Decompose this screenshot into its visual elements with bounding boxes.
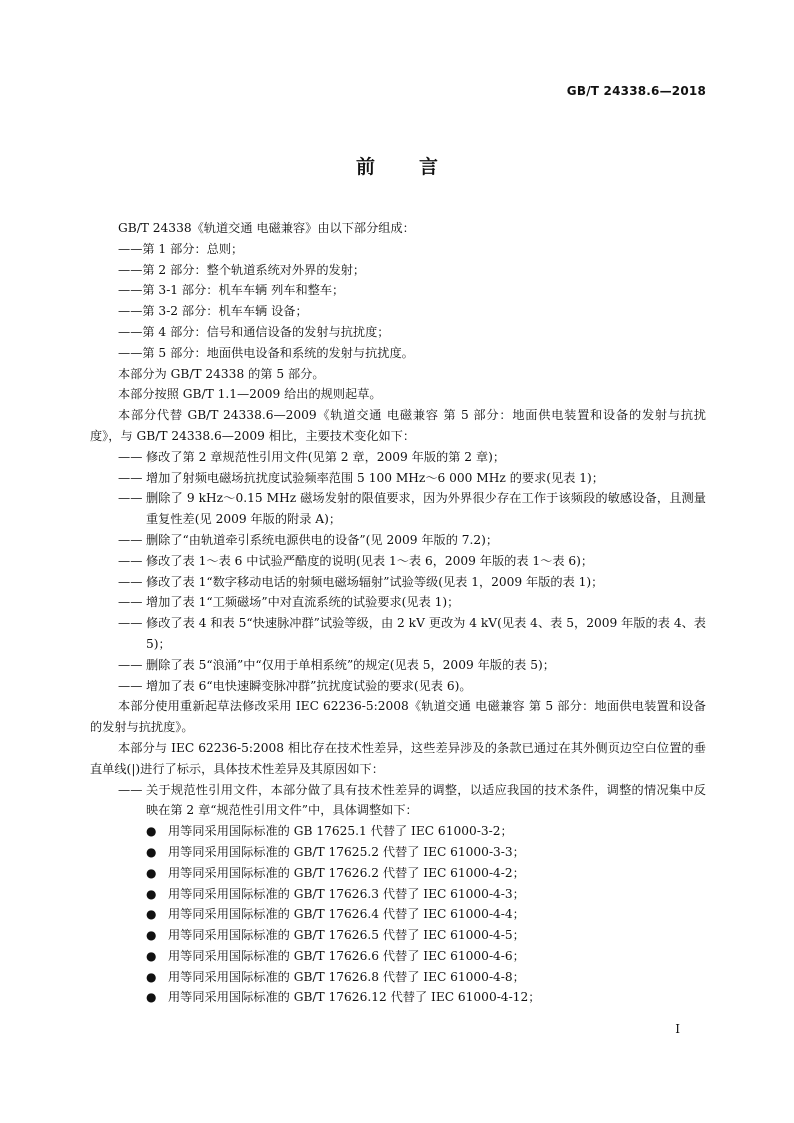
- dash-marker: ——: [118, 574, 143, 589]
- bullet-icon: ●: [146, 886, 157, 901]
- change-item: [90, 655, 706, 676]
- change-text: 增加了表 1“工频磁场”中对直流系统的试验要求(见表 1)；: [146, 595, 460, 610]
- dash-marker: ——: [118, 553, 143, 568]
- dash-marker: ——: [118, 470, 143, 485]
- dash-marker: ——: [118, 616, 143, 631]
- bullet-item: [90, 967, 706, 988]
- change-item: [90, 613, 706, 655]
- paragraph: 本部分按照 GB/T 1.1—2009 给出的规则起草。: [118, 387, 382, 402]
- change-item: [90, 488, 706, 530]
- diff-item: [90, 780, 706, 822]
- change-text: 增加了表 6“电快速瞬变脉冲群”抗扰度试验的要求(见表 6)。: [146, 678, 472, 693]
- change-text: 修改了表 1～表 6 中试验严酷度的说明(见表 1～表 6，2009 年版的表 1～表 6)；: [146, 553, 594, 568]
- change-text: 修改了第 2 章规范性引用文件(见第 2 章，2009 年版的第 2 章)；: [146, 449, 506, 464]
- change-item: [90, 572, 706, 593]
- bullet-text: 用等同采用国际标准的 GB/T 17626.3 代替了 IEC 61000-4-3；: [168, 886, 525, 901]
- bullet-item: [90, 925, 706, 946]
- bullet-text: 用等同采用国际标准的 GB/T 17626.8 代替了 IEC 61000-4-8；: [168, 969, 525, 984]
- bullet-text: 用等同采用国际标准的 GB 17625.1 代替了 IEC 61000-3-2；: [168, 824, 513, 839]
- change-text: 修改了表 1“数字移动电话的射频电磁场辐射”试验等级(见表 1，2009 年版的表 1)；: [146, 574, 604, 589]
- change-text: 删除了 9 kHz～0.15 MHz 磁场发射的限值要求，因为外界很少存在工作于该频段的敏感设备，且测量重复性差(见 2009 年版的附录 A)；: [146, 491, 706, 527]
- dash-marker: ——: [118, 678, 143, 693]
- part-item: ——第 3-1 部分：机车车辆 列车和整车；: [118, 283, 345, 298]
- dash-marker: ——: [118, 449, 143, 464]
- bullet-item: [90, 821, 706, 842]
- paragraph: 本部分使用重新起草法修改采用 IEC 62236-5:2008《轨道交通 电磁兼容 第 5 部分：地面供电装置和设备的发射与抗扰度》。: [90, 699, 706, 735]
- change-item: [90, 468, 706, 489]
- bullet-icon: ●: [146, 969, 157, 984]
- bullet-text: 用等同采用国际标准的 GB/T 17626.12 代替了 IEC 61000-4-12；: [168, 990, 541, 1005]
- part-item: ——第 5 部分：地面供电设备和系统的发射与抗扰度。: [118, 345, 414, 360]
- paragraph: 本部分代替 GB/T 24338.6—2009《轨道交通 电磁兼容 第 5 部分：地面供电装置和设备的发射与抗扰度》，与 GB/T 24338.6—2009 相比，主要技术变化如下：: [90, 408, 706, 443]
- standard-code: GB/T 24338.6—2018: [566, 84, 706, 98]
- bullet-icon: ●: [146, 844, 157, 859]
- dash-marker: ——: [118, 532, 143, 547]
- part-item: ——第 4 部分：信号和通信设备的发射与抗扰度；: [118, 324, 390, 339]
- bullet-item: [90, 904, 706, 925]
- page-number: I: [675, 1022, 680, 1036]
- part-item: ——第 3-2 部分：机车车辆 设备；: [118, 304, 308, 319]
- bullet-item: [90, 884, 706, 905]
- change-text: 删除了表 5“浪涌”中“仅用于单相系统”的规定(见表 5，2009 年版的表 5)；: [146, 657, 555, 672]
- paragraph: 本部分为 GB/T 24338 的第 5 部分。: [118, 366, 325, 381]
- bullet-icon: ●: [146, 948, 157, 963]
- bullet-icon: ●: [146, 824, 157, 839]
- change-text: 增加了射频电磁场抗扰度试验频率范围 5 100 MHz～6 000 MHz 的要求(见表 1)；: [146, 470, 604, 485]
- bullet-item: [90, 946, 706, 967]
- change-item: [90, 551, 706, 572]
- bullet-text: 用等同采用国际标准的 GB/T 17626.6 代替了 IEC 61000-4-6；: [168, 948, 525, 963]
- paragraph: 本部分与 IEC 62236-5:2008 相比存在技术性差异，这些差异涉及的条款已通过在其外侧页边空白位置的垂直单线(|)进行了标示，具体技术性差异及其原因如下：: [90, 740, 706, 776]
- dash-marker: ——: [118, 782, 143, 797]
- change-item: [90, 447, 706, 468]
- bullet-icon: ●: [146, 865, 157, 880]
- part-item: ——第 1 部分：总则；: [118, 241, 244, 256]
- bullet-item: [90, 842, 706, 863]
- change-text: 删除了“由轨道牵引系统电源供电的设备”(见 2009 年版的 7.2)；: [146, 532, 499, 547]
- change-item: [90, 592, 706, 613]
- bullet-icon: ●: [146, 928, 157, 943]
- foreword-body: [90, 218, 706, 1008]
- page-title: 前言: [355, 156, 482, 178]
- change-item: [90, 530, 706, 551]
- bullet-item: [90, 987, 706, 1008]
- intro-line: GB/T 24338《轨道交通 电磁兼容》由以下部分组成：: [118, 221, 415, 235]
- dash-marker: ——: [118, 595, 143, 610]
- dash-marker: ——: [118, 657, 143, 672]
- bullet-text: 用等同采用国际标准的 GB/T 17626.4 代替了 IEC 61000-4-4；: [168, 907, 525, 922]
- bullet-text: 用等同采用国际标准的 GB/T 17625.2 代替了 IEC 61000-3-3；: [168, 844, 525, 859]
- bullet-text: 用等同采用国际标准的 GB/T 17626.2 代替了 IEC 61000-4-2；: [168, 865, 525, 880]
- change-text: 修改了表 4 和表 5“快速脉冲群”试验等级，由 2 kV 更改为 4 kV(见表 4、表 5，2009 年版的表 4、表 5)；: [146, 616, 706, 651]
- bullet-text: 用等同采用国际标准的 GB/T 17626.5 代替了 IEC 61000-4-5；: [168, 928, 525, 943]
- dash-marker: ——: [118, 491, 143, 506]
- change-item: [90, 676, 706, 697]
- bullet-item: [90, 863, 706, 884]
- diff-text: 关于规范性引用文件，本部分做了具有技术性差异的调整，以适应我国的技术条件，调整的情况集中反映在第 2 章“规范性引用文件”中，具体调整如下：: [146, 782, 706, 818]
- part-item: ——第 2 部分：整个轨道系统对外界的发射；: [118, 262, 366, 277]
- bullet-icon: ●: [146, 907, 157, 922]
- bullet-icon: ●: [146, 990, 157, 1005]
